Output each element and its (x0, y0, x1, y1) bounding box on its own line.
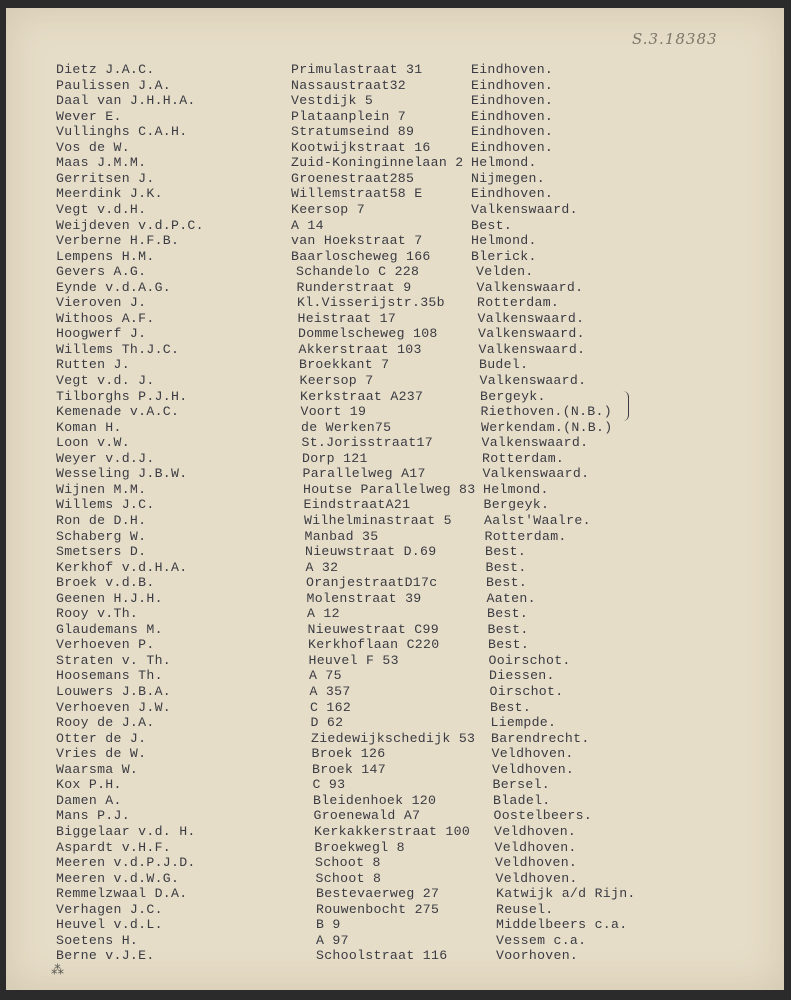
entry-address: Broekkant 7 (299, 357, 390, 372)
entry-name: Weijdeven v.d.P.C. (56, 218, 204, 233)
entry-name: Loon v.W. (56, 435, 130, 450)
entry-city: Rotterdam. (484, 529, 567, 544)
entry-address: Voort 19 (300, 404, 367, 419)
entry-address: Nassaustraat32 (291, 78, 406, 93)
entry-name: Meerdink J.K. (56, 186, 163, 201)
entry-name: Wesseling J.B.W. (56, 466, 188, 481)
entry-city: Velden. (476, 264, 534, 279)
entry-city: Diessen. (489, 668, 555, 683)
entry-city: Bladel. (493, 793, 551, 808)
entry-name: Rooy v.Th. (56, 606, 139, 621)
entry-city: Valkenswaard. (476, 280, 584, 295)
entry-address: A 75 (309, 668, 342, 683)
entry-city: Budel. (479, 357, 529, 372)
entry-city: Bersel. (492, 777, 550, 792)
entry-address: Runderstraat 9 (296, 280, 412, 295)
entry-city: Liempde. (490, 715, 557, 730)
entry-address: Houtse Parallelweg 83 (303, 482, 476, 497)
entry-address: Groenestraat285 (291, 171, 415, 186)
entry-name: Willems Th.J.C. (56, 342, 180, 357)
entry-address: Ziedewijkschedijk 53 (311, 731, 476, 746)
entry-city: Voorhoven. (496, 948, 579, 963)
entry-name: Heuvel v.d.L. (56, 917, 163, 932)
entry-name: Paulissen J.A. (56, 78, 171, 93)
entry-name: Meeren v.d.W.G. (56, 871, 180, 886)
entry-name: Louwers J.B.A. (56, 684, 171, 699)
entry-address: A 357 (309, 684, 351, 699)
entry-address: Schoolstraat 116 (316, 948, 448, 963)
entry-city: Valkenswaard. (471, 202, 578, 217)
entry-name: Verhoeven J.W. (56, 700, 171, 715)
entry-city: Rotterdam. (482, 451, 565, 466)
entry-name: Aspardt v.H.F. (56, 840, 171, 855)
entry-name: Willems J.C. (56, 497, 155, 512)
entry-name: Soetens H. (56, 933, 139, 948)
entry-name: Gerritsen J. (56, 171, 155, 186)
entry-city: Veldhoven. (494, 824, 577, 839)
entry-city: Valkenswaard. (482, 466, 590, 481)
entry-name: Vieroven J. (56, 295, 147, 310)
entry-city: Best. (485, 544, 527, 559)
entry-name: Wever E. (56, 109, 122, 124)
entry-name: Kerkhof v.d.H.A. (56, 560, 188, 575)
entry-city: Vessem c.a. (496, 933, 587, 948)
entry-city: Eindhoven. (471, 140, 554, 155)
entry-name: Hoogwerf J. (56, 326, 147, 341)
entry-name: Eynde v.d.A.G. (56, 280, 171, 295)
entry-name: Geenen H.J.H. (56, 591, 163, 606)
entry-name: Wijnen M.M. (56, 482, 147, 497)
entry-address: Willemstraat58 E (291, 186, 423, 201)
entry-name: Verhagen J.C. (56, 902, 163, 917)
entry-city: Valkenswaard. (478, 342, 586, 357)
entry-city: Valkenswaard. (477, 311, 585, 326)
entry-name: Kox P.H. (56, 777, 122, 792)
entry-name: Dietz J.A.C. (56, 62, 155, 77)
entry-address: Rouwenbocht 275 (316, 902, 440, 917)
entry-name: Koman H. (56, 420, 122, 435)
entry-city: Katwijk a/d Rijn. (496, 886, 636, 901)
entry-name: Broek v.d.B. (56, 575, 155, 590)
entry-city: Helmond. (471, 155, 537, 170)
entry-address: A 14 (291, 218, 324, 233)
entry-city: Aalst'Waalre. (484, 513, 591, 528)
entry-name: Maas J.M.M. (56, 155, 147, 170)
entry-city: Middelbeers c.a. (496, 917, 628, 932)
entry-address: de Werken75 (301, 420, 392, 435)
entry-name: Straten v. Th. (56, 653, 171, 668)
entry-city: Veldhoven. (495, 871, 578, 886)
entry-city: Reusel. (496, 902, 554, 917)
entry-city: Werkendam.(N.B.) (481, 420, 613, 435)
entry-name: Verhoeven P. (56, 637, 155, 652)
entry-city: Best. (490, 700, 532, 715)
entry-address: Manbad 35 (304, 529, 379, 544)
entry-name: Damen A. (56, 793, 122, 808)
entry-city: Oirschot. (489, 684, 564, 699)
entry-address: Molenstraat 39 (306, 591, 422, 606)
entry-name: Gevers A.G. (56, 264, 147, 279)
entry-city: Eindhoven. (471, 78, 554, 93)
entry-address: Heuvel F 53 (308, 653, 399, 668)
entry-address: Groenewald A7 (313, 808, 421, 823)
entry-address: A 32 (305, 560, 339, 575)
entry-city: Veldhoven. (491, 746, 574, 761)
entry-address: Baarloscheweg 166 (291, 249, 431, 264)
entry-city: Veldhoven. (495, 855, 578, 870)
entry-name: Glaudemans M. (56, 622, 163, 637)
entry-name: Hoosemans Th. (56, 668, 163, 683)
entry-address: Broek 147 (312, 762, 386, 777)
entry-address: Dommelscheweg 108 (298, 326, 438, 341)
entry-name: Rooy de J.A. (56, 715, 155, 730)
entry-address: Bestevaerweg 27 (316, 886, 440, 901)
entry-name: Rutten J. (56, 357, 130, 372)
entry-city: Aaten. (486, 591, 536, 606)
entry-address: Wilhelminastraat 5 (304, 513, 452, 528)
entry-address: Keersop 7 (299, 373, 374, 388)
entry-name: Vullinghs C.A.H. (56, 124, 188, 139)
entry-city: Blerick. (471, 249, 537, 264)
entry-address: Broek 126 (311, 746, 386, 761)
entry-city: Eindhoven. (471, 62, 554, 77)
entry-address: Kerkakkerstraat 100 (314, 824, 471, 839)
entry-address: Heistraat 17 (297, 311, 397, 326)
entry-name: Biggelaar v.d. H. (56, 824, 196, 839)
bracket-mark (622, 391, 629, 421)
entry-name: Otter de J. (56, 731, 147, 746)
entry-name: Remmelzwaal D.A. (56, 886, 188, 901)
entry-address: Bleidenhoek 120 (313, 793, 437, 808)
entry-name: Smetsers D. (56, 544, 147, 559)
entry-city: Nijmegen. (471, 171, 545, 186)
entry-address: Nieuwstraat D.69 (305, 544, 437, 559)
entry-city: Valkenswaard. (481, 435, 589, 450)
entry-address: Zuid-Koninginnelaan 2 (291, 155, 464, 170)
entry-city: Bergeyk. (483, 497, 550, 512)
entry-address: van Hoekstraat 7 (291, 233, 423, 248)
entry-city: Valkenswaard. (478, 326, 585, 341)
entry-city: Riethoven.(N.B.) (480, 404, 612, 419)
entry-name: Vegt v.d. J. (56, 373, 155, 388)
entry-address: B 9 (316, 917, 341, 932)
entry-city: Rotterdam. (477, 295, 560, 310)
entry-address: Plataanplein 7 (291, 109, 406, 124)
entry-address: Broekwegl 8 (314, 840, 405, 855)
entry-city: Oostelbeers. (493, 808, 593, 823)
entry-city: Best. (486, 575, 528, 590)
entry-address: Keersop 7 (291, 202, 365, 217)
entry-city: Veldhoven. (492, 762, 575, 777)
entry-name: Withoos A.F. (56, 311, 155, 326)
entry-city: Eindhoven. (471, 93, 554, 108)
entry-name: Berne v.J.E. (56, 948, 155, 963)
entry-name: Verberne H.F.B. (56, 233, 180, 248)
entry-address: EindstraatA21 (303, 497, 411, 512)
entry-address: Akkerstraat 103 (298, 342, 422, 357)
entry-address: Vestdijk 5 (291, 93, 374, 108)
entry-city: Best. (487, 606, 529, 621)
entry-address: Parallelweg A17 (302, 466, 426, 481)
entry-address: C 162 (310, 700, 352, 715)
entry-address: Stratumseind 89 (291, 124, 415, 139)
entry-address: Schandelo C 228 (296, 264, 420, 279)
entry-city: Barendrecht. (491, 731, 590, 746)
entry-city: Best. (488, 637, 530, 652)
entry-name: Vries de W. (56, 746, 147, 761)
reference-number: S.3.18383 (632, 30, 718, 48)
entry-name: Vos de W. (56, 140, 130, 155)
entry-name: Tilborghs P.J.H. (56, 389, 188, 404)
entry-address: A 97 (316, 933, 349, 948)
entry-name: Weyer v.d.J. (56, 451, 155, 466)
entry-city: Helmond. (483, 482, 549, 497)
document-page (6, 8, 784, 990)
entry-city: Best. (485, 560, 527, 575)
entry-name: Vegt v.d.H. (56, 202, 147, 217)
entry-name: Lempens H.M. (56, 249, 155, 264)
entry-name: Waarsma W. (56, 762, 139, 777)
entry-address: Dorp 121 (302, 451, 368, 466)
entry-city: Helmond. (471, 233, 537, 248)
entry-name: Daal van J.H.H.A. (56, 93, 196, 108)
entry-name: Ron de D.H. (56, 513, 147, 528)
entry-address: D 62 (310, 715, 344, 730)
entry-address: Kerkstraat A237 (300, 389, 424, 404)
entry-city: Ooirschot. (488, 653, 571, 668)
entry-address: C 93 (312, 777, 346, 792)
entry-name: Meeren v.d.P.J.D. (56, 855, 196, 870)
entry-city: Eindhoven. (471, 124, 554, 139)
entry-city: Valkenswaard. (479, 373, 587, 388)
entry-address: St.Jorisstraat17 (301, 435, 433, 450)
entry-city: Best. (471, 218, 513, 233)
entry-city: Eindhoven. (471, 186, 554, 201)
entry-address: A 12 (307, 606, 340, 621)
corner-mark: ⁂ (51, 963, 64, 978)
entry-name: Mans P.J. (56, 808, 130, 823)
entry-address: Kootwijkstraat 16 (291, 140, 431, 155)
entry-city: Veldhoven. (494, 840, 577, 855)
entry-address: Kl.Visserijstr.35b (297, 295, 445, 310)
entry-address: Kerkhoflaan C220 (308, 637, 440, 652)
entry-address: Nieuwestraat C99 (307, 622, 439, 637)
entry-city: Bergeyk. (480, 389, 546, 404)
entry-address: Primulastraat 31 (291, 62, 423, 77)
entry-address: Schoot 8 (315, 855, 381, 870)
entry-address: Schoot 8 (315, 871, 382, 886)
entry-address: OranjestraatD17c (306, 575, 438, 590)
entry-city: Best. (487, 622, 529, 637)
entry-name: Schaberg W. (56, 529, 147, 544)
entry-city: Eindhoven. (471, 109, 554, 124)
entry-name: Kemenade v.A.C. (56, 404, 180, 419)
